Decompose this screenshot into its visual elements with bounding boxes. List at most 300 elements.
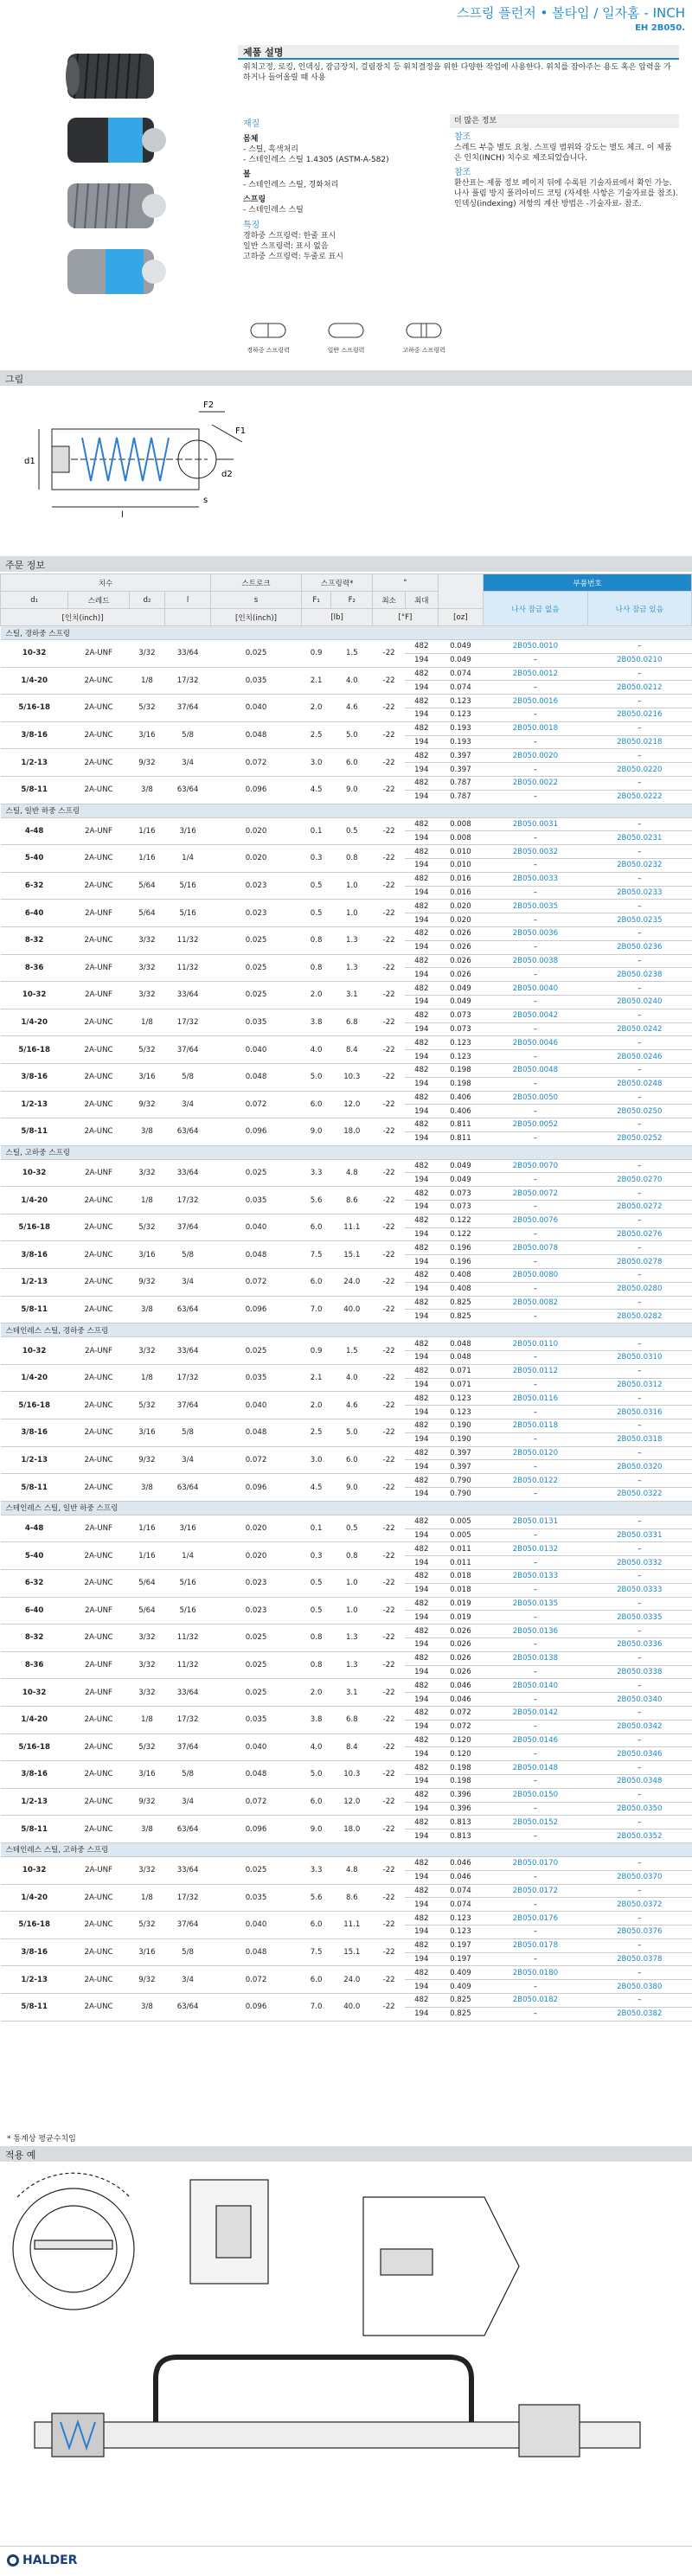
cell-f2: 5.0 (331, 1419, 373, 1447)
cell-f1: 4.5 (301, 776, 330, 804)
cell-weight: 0.008 (438, 831, 484, 845)
cell-part-a[interactable]: 2B050.0042 (484, 1009, 587, 1022)
cell-part-a[interactable]: 2B050.0148 (484, 1761, 587, 1775)
cell-part-a[interactable]: 2B050.0116 (484, 1392, 587, 1406)
cell-thread: 2A-UNC (68, 1912, 130, 1939)
cell-part-b[interactable]: 2B050.0235 (587, 913, 691, 927)
cell-d1: 5/16-18 (1, 1214, 68, 1241)
cell-part-a[interactable]: 2B050.0040 (484, 982, 587, 996)
cell-part-b[interactable]: 2B050.0342 (587, 1720, 691, 1733)
cell-f1: 4.0 (301, 1733, 330, 1761)
cell-l: 3/4 (165, 1091, 211, 1118)
cell-stroke: 0.072 (211, 749, 302, 777)
cell-part-a[interactable]: 2B050.0072 (484, 1187, 587, 1201)
cell-part-b[interactable]: 2B050.0378 (587, 1952, 691, 1966)
cell-thread: 2A-UNC (68, 1761, 130, 1789)
cell-part-a[interactable]: 2B050.0048 (484, 1063, 587, 1077)
cell-weight: 0.048 (438, 1337, 484, 1351)
cell-part-b[interactable]: 2B050.0248 (587, 1077, 691, 1091)
cell-part-b-empty: – (587, 667, 691, 681)
cell-weight: 0.071 (438, 1364, 484, 1378)
cell-part-a[interactable]: 2B050.0170 (484, 1856, 587, 1870)
cell-part-a[interactable]: 2B050.0078 (484, 1241, 587, 1255)
cell-d2: 5/32 (129, 1912, 164, 1939)
cell-weight: 0.122 (438, 1214, 484, 1227)
cell-d1: 1/2-13 (1, 749, 68, 777)
cell-max: 194 (405, 681, 438, 695)
cell-part-b[interactable]: 2B050.0338 (587, 1665, 691, 1679)
table-row (1, 1706, 692, 1720)
cell-weight: 0.396 (438, 1788, 484, 1802)
col-force: 스프링력* (301, 574, 372, 592)
cell-part-a-empty: – (484, 1665, 587, 1679)
cell-part-b[interactable]: 2B050.0320 (587, 1460, 691, 1474)
cell-max: 194 (405, 858, 438, 872)
cell-part-a[interactable]: 2B050.0070 (484, 1159, 587, 1173)
cell-part-a[interactable]: 2B050.0172 (484, 1884, 587, 1898)
cell-d2: 5/32 (129, 1036, 164, 1064)
label-d2: d2 (221, 470, 233, 479)
cell-max: 194 (405, 1378, 438, 1392)
col-weight (438, 574, 484, 609)
cell-part-a[interactable]: 2B050.0146 (484, 1733, 587, 1747)
cell-part-b[interactable]: 2B050.0312 (587, 1378, 691, 1392)
cell-part-a[interactable]: 2B050.0076 (484, 1214, 587, 1227)
cell-f2: 11.1 (331, 1912, 373, 1939)
cell-part-b[interactable]: 2B050.0331 (587, 1528, 691, 1542)
cell-part-b[interactable]: 2B050.0332 (587, 1556, 691, 1570)
cell-part-a[interactable]: 2B050.0016 (484, 695, 587, 708)
table-row (1, 1118, 692, 1132)
cell-part-a[interactable]: 2B050.0182 (484, 1993, 587, 2007)
cell-max: 194 (405, 653, 438, 667)
cell-part-a[interactable]: 2B050.0018 (484, 721, 587, 735)
cell-l: 5/16 (165, 1597, 211, 1624)
cell-weight: 0.396 (438, 1802, 484, 1816)
cell-part-b[interactable]: 2B050.0372 (587, 1898, 691, 1912)
cell-d2: 9/32 (129, 1446, 164, 1474)
cell-stroke: 0.035 (211, 1884, 302, 1912)
cell-part-b[interactable]: 2B050.0246 (587, 1050, 691, 1064)
cell-l: 3/4 (165, 1966, 211, 1994)
cell-d1: 5/16-18 (1, 1036, 68, 1064)
cell-d1: 10-32 (1, 1679, 68, 1707)
cell-part-a[interactable]: 2B050.0120 (484, 1446, 587, 1460)
cell-max: 482 (405, 695, 438, 708)
cell-l: 63/64 (165, 1474, 211, 1502)
cell-d2: 3/32 (129, 1624, 164, 1652)
cell-weight: 0.026 (438, 926, 484, 940)
cell-part-b[interactable]: 2B050.0370 (587, 1870, 691, 1884)
cell-weight: 0.019 (438, 1597, 484, 1611)
table-row (1, 1269, 692, 1283)
cell-f2: 6.8 (331, 1706, 373, 1733)
cell-min: -22 (373, 1269, 406, 1297)
table-row (1, 1337, 692, 1351)
cell-f1: 3.3 (301, 1159, 330, 1187)
cell-weight: 0.813 (438, 1816, 484, 1829)
cell-part-b[interactable]: 2B050.0352 (587, 1829, 691, 1843)
cell-part-b[interactable]: 2B050.0252 (587, 1131, 691, 1145)
cell-part-a[interactable]: 2B050.0178 (484, 1938, 587, 1952)
cell-weight: 0.123 (438, 708, 484, 721)
cell-part-b[interactable]: 2B050.0216 (587, 708, 691, 721)
cell-part-b[interactable]: 2B050.0210 (587, 653, 691, 667)
cell-part-a[interactable]: 2B050.0140 (484, 1679, 587, 1693)
cell-part-a[interactable]: 2B050.0135 (484, 1597, 587, 1611)
cell-d1: 1/4-20 (1, 1187, 68, 1214)
cell-part-a-empty: – (484, 1925, 587, 1938)
cell-part-b[interactable]: 2B050.0218 (587, 735, 691, 749)
cell-part-a[interactable]: 2B050.0035 (484, 900, 587, 913)
cell-thread: 2A-UNC (68, 1816, 130, 1843)
cell-part-b-empty: – (587, 1474, 691, 1488)
cell-l: 11/32 (165, 1651, 211, 1679)
cell-f1: 3.3 (301, 1856, 330, 1884)
cell-part-b-empty: – (587, 1624, 691, 1638)
cell-part-a-empty: – (484, 1050, 587, 1064)
cell-part-a[interactable]: 2B050.0046 (484, 1036, 587, 1050)
cell-f1: 2.1 (301, 1364, 330, 1392)
cell-part-a-empty: – (484, 1432, 587, 1446)
cell-l: 17/32 (165, 1884, 211, 1912)
cell-weight: 0.020 (438, 913, 484, 927)
unit-f: [°F] (373, 609, 438, 626)
cell-stroke: 0.035 (211, 667, 302, 695)
cell-max: 482 (405, 1938, 438, 1952)
page-title: 스프링 플런저 • 볼타입 / 일자홈 - INCH (457, 5, 685, 21)
cell-f1: 7.5 (301, 1938, 330, 1966)
cell-part-a[interactable]: 2B050.0033 (484, 872, 587, 886)
cell-part-b[interactable]: 2B050.0322 (587, 1488, 691, 1502)
cell-part-a-empty: – (484, 1022, 587, 1036)
note-text: 스레드 부층 별도 요청. 스프링 범위와 강도는 별도 체크. 이 제품은 인치(INCH) 치수로 제조되었습니다. (454, 144, 672, 163)
table-row (1, 1187, 692, 1201)
cell-f1: 5.6 (301, 1187, 330, 1214)
cell-part-a[interactable]: 2B050.0138 (484, 1651, 587, 1665)
cell-thread: 2A-UNC (68, 776, 130, 804)
cell-part-a[interactable]: 2B050.0180 (484, 1966, 587, 1980)
cell-weight: 0.046 (438, 1856, 484, 1870)
cell-part-b[interactable]: 2B050.0212 (587, 681, 691, 695)
cell-l: 3/16 (165, 817, 211, 845)
cell-part-a[interactable]: 2B050.0022 (484, 776, 587, 790)
cell-max: 194 (405, 1720, 438, 1733)
cell-d2: 3/32 (129, 640, 164, 668)
cell-d2: 1/16 (129, 1542, 164, 1570)
cell-weight: 0.010 (438, 845, 484, 859)
cell-stroke: 0.040 (211, 1733, 302, 1761)
cell-part-b-empty: – (587, 776, 691, 790)
cell-part-b[interactable]: 2B050.0220 (587, 763, 691, 777)
cell-weight: 0.406 (438, 1105, 484, 1118)
cell-min: -22 (373, 1063, 406, 1091)
cell-l: 33/64 (165, 640, 211, 668)
cell-part-b[interactable]: 2B050.0233 (587, 886, 691, 900)
cell-stroke: 0.048 (211, 1063, 302, 1091)
cell-f2: 1.3 (331, 954, 373, 982)
cell-part-b[interactable]: 2B050.0250 (587, 1105, 691, 1118)
cell-part-a[interactable]: 2B050.0052 (484, 1118, 587, 1132)
cell-weight: 0.408 (438, 1269, 484, 1283)
cell-weight: 0.048 (438, 1351, 484, 1365)
cell-part-a-empty: – (484, 1201, 587, 1214)
cell-weight: 0.123 (438, 695, 484, 708)
cell-thread: 2A-UNC (68, 926, 130, 954)
cell-part-a[interactable]: 2B050.0050 (484, 1091, 587, 1105)
cell-part-b[interactable]: 2B050.0236 (587, 940, 691, 954)
cell-stroke: 0.020 (211, 1542, 302, 1570)
cell-max: 194 (405, 831, 438, 845)
cell-part-b[interactable]: 2B050.0240 (587, 995, 691, 1009)
cell-stroke: 0.020 (211, 845, 302, 873)
cell-part-b[interactable]: 2B050.0232 (587, 858, 691, 872)
cell-f2: 1.0 (331, 1570, 373, 1598)
cell-thread: 2A-UNC (68, 1009, 130, 1036)
cell-d2: 5/64 (129, 1570, 164, 1598)
cell-d2: 1/8 (129, 1187, 164, 1214)
cell-part-a[interactable]: 2B050.0131 (484, 1515, 587, 1528)
cell-min: -22 (373, 1816, 406, 1843)
cell-part-a[interactable]: 2B050.0031 (484, 817, 587, 831)
cell-part-a[interactable]: 2B050.0032 (484, 845, 587, 859)
cell-f2: 1.3 (331, 1651, 373, 1679)
cell-part-a[interactable]: 2B050.0176 (484, 1912, 587, 1926)
cell-max: 482 (405, 1337, 438, 1351)
cell-part-b-empty: – (587, 1570, 691, 1584)
cell-part-b[interactable]: 2B050.0316 (587, 1406, 691, 1419)
cell-l: 63/64 (165, 1816, 211, 1843)
cell-part-a[interactable]: 2B050.0150 (484, 1788, 587, 1802)
cell-stroke: 0.023 (211, 872, 302, 900)
cell-part-a[interactable]: 2B050.0133 (484, 1570, 587, 1584)
cell-part-b[interactable]: 2B050.0382 (587, 2007, 691, 2021)
cell-l: 3/4 (165, 1269, 211, 1297)
cell-thread: 2A-UNC (68, 1214, 130, 1241)
cell-weight: 0.408 (438, 1282, 484, 1296)
cell-weight: 0.196 (438, 1255, 484, 1269)
cell-part-a-empty: – (484, 1980, 587, 1994)
cell-weight: 0.074 (438, 681, 484, 695)
cell-max: 482 (405, 1063, 438, 1077)
col-max: 최대 (405, 592, 438, 609)
note-text: 환산표는 제품 정보 페이지 뒤에 수록된 기술자료에서 확인 가능. 나사 풀림 방지 폴리아미드 코팅 (자세한 사항은 기술자료를 참조). 인덱싱(indexing) 저항의 계산 방법은 -기술자료- 참조. (454, 179, 678, 208)
cell-l: 3/16 (165, 1515, 211, 1542)
cell-weight: 0.049 (438, 995, 484, 1009)
cell-weight: 0.049 (438, 1173, 484, 1187)
cell-part-a[interactable]: 2B050.0132 (484, 1542, 587, 1556)
cell-f2: 3.1 (331, 982, 373, 1009)
cell-max: 482 (405, 1624, 438, 1638)
cell-part-a[interactable]: 2B050.0082 (484, 1296, 587, 1310)
cell-thread: 2A-UNC (68, 845, 130, 873)
cell-thread: 2A-UNC (68, 1091, 130, 1118)
cell-part-b[interactable]: 2B050.0231 (587, 831, 691, 845)
table-row (1, 1624, 692, 1638)
label-l: l (121, 510, 124, 520)
feature-item: 고하중 스프링력: 두줄로 표시 (243, 253, 343, 261)
cell-f1: 5.0 (301, 1063, 330, 1091)
cell-f1: 6.0 (301, 1214, 330, 1241)
cell-part-a[interactable]: 2B050.0122 (484, 1474, 587, 1488)
cell-f2: 18.0 (331, 1816, 373, 1843)
table-row (1, 1009, 692, 1022)
cell-part-b[interactable]: 2B050.0280 (587, 1282, 691, 1296)
cell-part-b-empty: – (587, 872, 691, 886)
cell-part-b-empty: – (587, 1733, 691, 1747)
cell-l: 5/8 (165, 1938, 211, 1966)
cell-weight: 0.046 (438, 1679, 484, 1693)
cell-part-b[interactable]: 2B050.0380 (587, 1980, 691, 1994)
cell-f1: 9.0 (301, 1816, 330, 1843)
cell-f1: 0.8 (301, 1624, 330, 1652)
cell-min: -22 (373, 1446, 406, 1474)
application-examples (0, 2163, 692, 2534)
cell-thread: 2A-UNC (68, 1706, 130, 1733)
cell-part-b[interactable]: 2B050.0348 (587, 1774, 691, 1788)
cell-part-b[interactable]: 2B050.0346 (587, 1747, 691, 1761)
cell-d1: 10-32 (1, 1856, 68, 1884)
brand-name: HALDER (22, 2554, 78, 2567)
cell-part-b-empty: – (587, 1542, 691, 1556)
cell-part-b[interactable]: 2B050.0336 (587, 1637, 691, 1651)
cell-part-a-empty: – (484, 1583, 587, 1597)
cell-part-b[interactable]: 2B050.0276 (587, 1227, 691, 1241)
cell-weight: 0.825 (438, 1310, 484, 1323)
cell-f1: 0.3 (301, 1542, 330, 1570)
unit-inch-stroke: [인치(inch)] (211, 609, 302, 626)
cell-weight: 0.123 (438, 1406, 484, 1419)
cell-part-b[interactable]: 2B050.0333 (587, 1583, 691, 1597)
cell-d2: 3/32 (129, 1337, 164, 1365)
cell-part-a[interactable]: 2B050.0136 (484, 1624, 587, 1638)
cell-part-b[interactable]: 2B050.0376 (587, 1925, 691, 1938)
cell-min: -22 (373, 1419, 406, 1447)
cell-f1: 0.8 (301, 954, 330, 982)
cell-l: 3/4 (165, 1446, 211, 1474)
cell-max: 194 (405, 1131, 438, 1145)
cell-weight: 0.123 (438, 1036, 484, 1050)
cell-part-b[interactable]: 2B050.0270 (587, 1173, 691, 1187)
cell-d2: 3/16 (129, 721, 164, 749)
cell-thread: 2A-UNC (68, 1296, 130, 1323)
cell-max: 194 (405, 1925, 438, 1938)
cell-thread: 2A-UNF (68, 817, 130, 845)
cell-stroke: 0.048 (211, 1938, 302, 1966)
cell-max: 482 (405, 721, 438, 735)
cell-max: 194 (405, 1406, 438, 1419)
cell-d2: 3/16 (129, 1063, 164, 1091)
cell-d1: 1/2-13 (1, 1788, 68, 1816)
cell-l: 37/64 (165, 1733, 211, 1761)
cell-part-b-empty: – (587, 1364, 691, 1378)
cell-l: 3/4 (165, 749, 211, 777)
cell-part-b[interactable]: 2B050.0335 (587, 1611, 691, 1624)
product-code: EH 2B050. (635, 23, 685, 33)
cell-part-b[interactable]: 2B050.0242 (587, 1022, 691, 1036)
cell-weight: 0.008 (438, 817, 484, 831)
cell-part-a[interactable]: 2B050.0112 (484, 1364, 587, 1378)
cell-part-a[interactable]: 2B050.0152 (484, 1816, 587, 1829)
cell-weight: 0.020 (438, 900, 484, 913)
cell-part-b-empty: – (587, 1241, 691, 1255)
cell-min: -22 (373, 1392, 406, 1419)
cell-weight: 0.046 (438, 1693, 484, 1707)
cell-stroke: 0.096 (211, 1296, 302, 1323)
unit-blank (165, 609, 211, 626)
cell-weight: 0.018 (438, 1583, 484, 1597)
cell-part-a[interactable]: 2B050.0036 (484, 926, 587, 940)
cell-part-b[interactable]: 2B050.0340 (587, 1693, 691, 1707)
cell-d1: 5/8-11 (1, 1118, 68, 1146)
cell-min: -22 (373, 721, 406, 749)
cell-part-b-empty: – (587, 1214, 691, 1227)
cell-part-a[interactable]: 2B050.0020 (484, 749, 587, 763)
cell-l: 37/64 (165, 1036, 211, 1064)
col-part-b: 나사 잠금 있음 (587, 592, 691, 626)
cell-part-a[interactable]: 2B050.0142 (484, 1706, 587, 1720)
table-row (1, 1296, 692, 1310)
cell-stroke: 0.040 (211, 1036, 302, 1064)
cell-part-a[interactable]: 2B050.0080 (484, 1269, 587, 1283)
cell-stroke: 0.025 (211, 982, 302, 1009)
product-photo (61, 45, 169, 320)
cell-f1: 5.6 (301, 1884, 330, 1912)
table-row (1, 1474, 692, 1488)
cell-part-b[interactable]: 2B050.0350 (587, 1802, 691, 1816)
cell-max: 482 (405, 1856, 438, 1870)
cell-part-b[interactable]: 2B050.0310 (587, 1351, 691, 1365)
cell-weight: 0.198 (438, 1063, 484, 1077)
cell-f2: 1.3 (331, 926, 373, 954)
cell-part-a[interactable]: 2B050.0110 (484, 1337, 587, 1351)
cell-min: -22 (373, 667, 406, 695)
cell-f2: 1.0 (331, 872, 373, 900)
cell-d1: 3/8-16 (1, 1419, 68, 1447)
cell-part-a-empty: – (484, 735, 587, 749)
cell-part-a[interactable]: 2B050.0010 (484, 640, 587, 654)
cell-d2: 3/8 (129, 776, 164, 804)
cell-part-a-empty: – (484, 1774, 587, 1788)
cell-part-a-empty: – (484, 790, 587, 804)
cell-weight: 0.120 (438, 1747, 484, 1761)
cell-thread: 2A-UNC (68, 1993, 130, 2021)
cell-d1: 4-48 (1, 817, 68, 845)
cell-part-a[interactable]: 2B050.0038 (484, 954, 587, 968)
cell-part-b[interactable]: 2B050.0278 (587, 1255, 691, 1269)
cell-part-b[interactable]: 2B050.0222 (587, 790, 691, 804)
cell-part-b[interactable]: 2B050.0282 (587, 1310, 691, 1323)
cell-f1: 6.0 (301, 1788, 330, 1816)
cell-part-a[interactable]: 2B050.0012 (484, 667, 587, 681)
cell-max: 194 (405, 1488, 438, 1502)
cell-part-b[interactable]: 2B050.0238 (587, 968, 691, 982)
cell-thread: 2A-UNC (68, 1938, 130, 1966)
footer-divider (0, 2546, 692, 2547)
section-order: 주문 정보 (0, 556, 692, 572)
cell-max: 194 (405, 913, 438, 927)
cell-f2: 4.8 (331, 1159, 373, 1187)
label-f1: F1 (235, 426, 247, 436)
cell-max: 482 (405, 1788, 438, 1802)
cell-max: 194 (405, 1693, 438, 1707)
cell-part-b[interactable]: 2B050.0272 (587, 1201, 691, 1214)
cell-weight: 0.825 (438, 2007, 484, 2021)
order-table-body (1, 626, 692, 2022)
cell-part-a[interactable]: 2B050.0118 (484, 1419, 587, 1433)
cell-part-b[interactable]: 2B050.0318 (587, 1432, 691, 1446)
cell-stroke: 0.025 (211, 954, 302, 982)
